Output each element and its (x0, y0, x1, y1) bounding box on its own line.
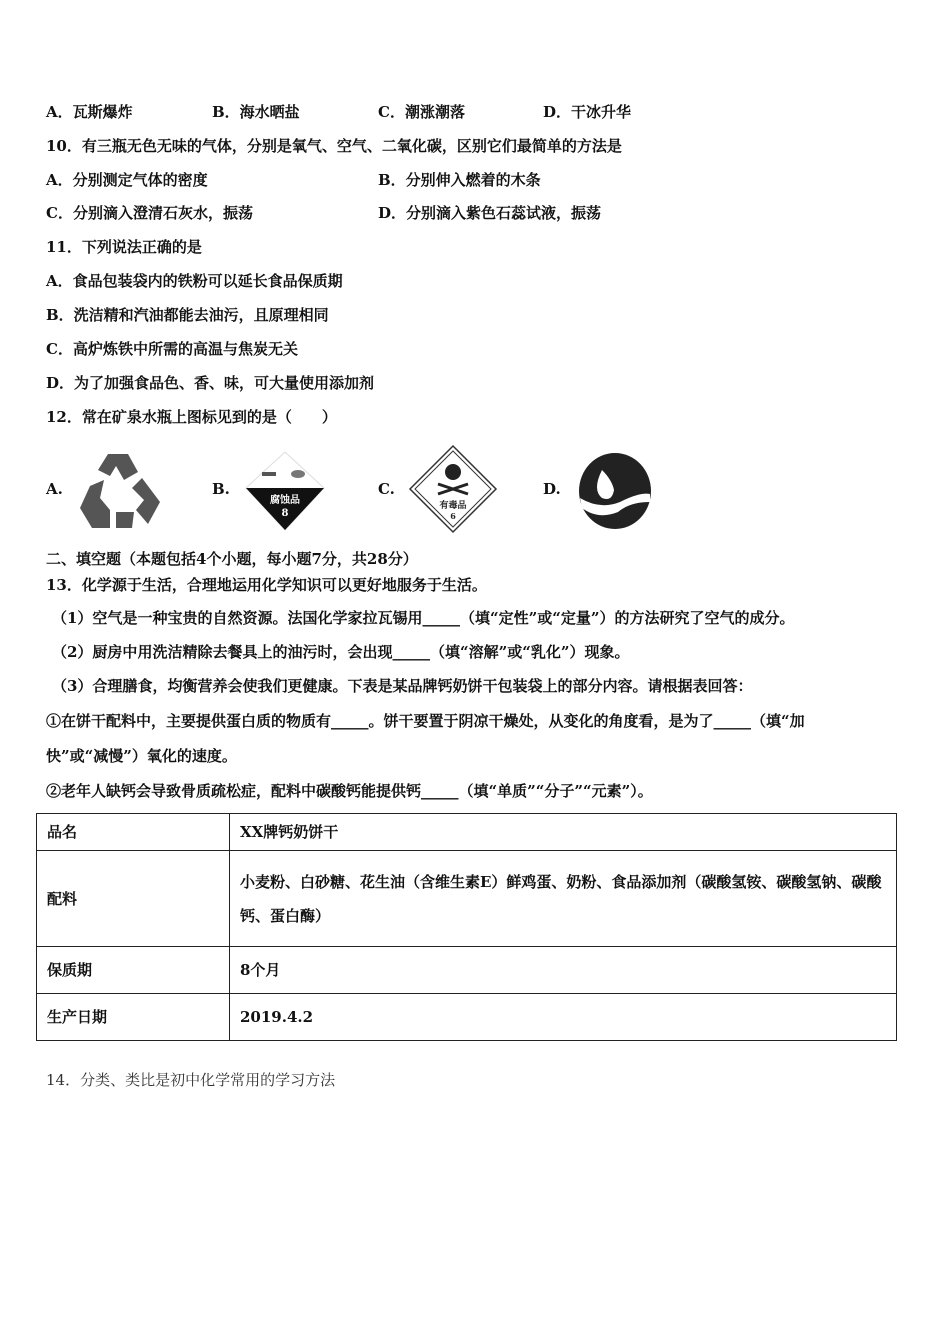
q9-option-a: A．瓦斯爆炸 (46, 103, 133, 121)
q11-option-a: A．食品包装袋内的铁粉可以延长食品保质期 (46, 272, 343, 290)
q12-label-c: C. (378, 480, 395, 498)
q10-stem: 10．有三瓶无色无味的气体，分别是氧气、空气、二氧化碳，区别它们最简单的方法是 (46, 137, 622, 155)
water-saving-icon (570, 450, 660, 532)
q13-stem: 13．化学源于生活，合理地运用化学知识可以更好地服务于生活。 (46, 576, 487, 594)
q10-option-a: A．分别测定气体的密度 (46, 171, 208, 189)
table-cell: 小麦粉、白砂糖、花生油（含维生素E）鲜鸡蛋、奶粉、食品添加剂（碳酸氢铵、碳酸氢钠、碳酸钙、蛋白酶） (230, 851, 897, 947)
toxic-label: 有毒品 (439, 501, 467, 511)
table-row (37, 814, 897, 851)
q9-option-b: B．海水晒盐 (212, 103, 300, 121)
table-cell: 保质期 (37, 947, 230, 994)
q9-option-c: C．潮涨潮落 (378, 103, 465, 121)
corrosive-class: 8 (281, 508, 289, 519)
corrosive-icon (240, 450, 330, 532)
table-cell: 生产日期 (37, 994, 230, 1041)
q10-option-c: C．分别滴入澄清石灰水，振荡 (46, 204, 253, 222)
q14-stem: 14．分类、类比是初中化学常用的学习方法 (46, 1071, 336, 1089)
q13-part-2: （2）厨房中用洗洁精除去餐具上的油污时，会出现_____（填“溶解”或“乳化”）现象。 (52, 643, 630, 661)
biscuit-info-table (36, 813, 897, 1041)
table-cell: 配料 (37, 851, 230, 947)
table-cell: 8个月 (230, 947, 897, 994)
toxic-class: 6 (450, 511, 456, 521)
table-row (37, 994, 897, 1041)
q12-label-b: B. (212, 480, 230, 498)
table-cell: 2019.4.2 (230, 994, 897, 1041)
table-cell: 品名 (37, 814, 230, 851)
q11-option-c: C．高炉炼铁中所需的高温与焦炭无关 (46, 340, 298, 358)
table-row (37, 947, 897, 994)
q13-sub-1-cont: 快”或“减慢”）氧化的速度。 (46, 747, 237, 765)
table-cell: XX牌钙奶饼干 (230, 814, 897, 851)
q13-sub-2: ②老年人缺钙会导致骨质疏松症，配料中碳酸钙能提供钙_____（填“单质”“分子”“元素”）。 (46, 782, 653, 800)
corrosive-label: 腐蚀品 (270, 495, 300, 506)
q12-label-d: D. (543, 480, 561, 498)
q10-option-b: B．分别伸入燃着的木条 (378, 171, 541, 189)
q12-stem: 12．常在矿泉水瓶上图标见到的是（ ） (46, 408, 337, 426)
toxic-icon (408, 444, 498, 534)
q12-label-a: A. (46, 480, 63, 498)
q11-option-b: B．洗洁精和汽油都能去油污，且原理相同 (46, 306, 329, 324)
q13-sub-1: ①在饼干配料中，主要提供蛋白质的物质有_____。饼干要置于阴凉干燥处，从变化的角度看，是为了_____（填“加 (46, 712, 805, 730)
q13-part-3: （3）合理膳食，均衡营养会使我们更健康。下表是某品牌钙奶饼干包装袋上的部分内容。请根据表回答： (52, 677, 753, 695)
q11-option-d: D．为了加强食品色、香、味，可大量使用添加剂 (46, 374, 375, 392)
q10-option-d: D．分别滴入紫色石蕊试液，振荡 (378, 204, 602, 222)
q11-stem: 11．下列说法正确的是 (46, 238, 202, 256)
q13-part-1: （1）空气是一种宝贵的自然资源。法国化学家拉瓦锡用_____（填“定性”或“定量”）的方法研究了空气的成分。 (52, 609, 795, 627)
section-2-heading: 二、填空题（本题包括4个小题，每小题7分，共28分） (46, 550, 418, 568)
q9-option-d: D．干冰升华 (543, 103, 632, 121)
table-row (37, 851, 897, 947)
recycle-icon (76, 450, 166, 532)
